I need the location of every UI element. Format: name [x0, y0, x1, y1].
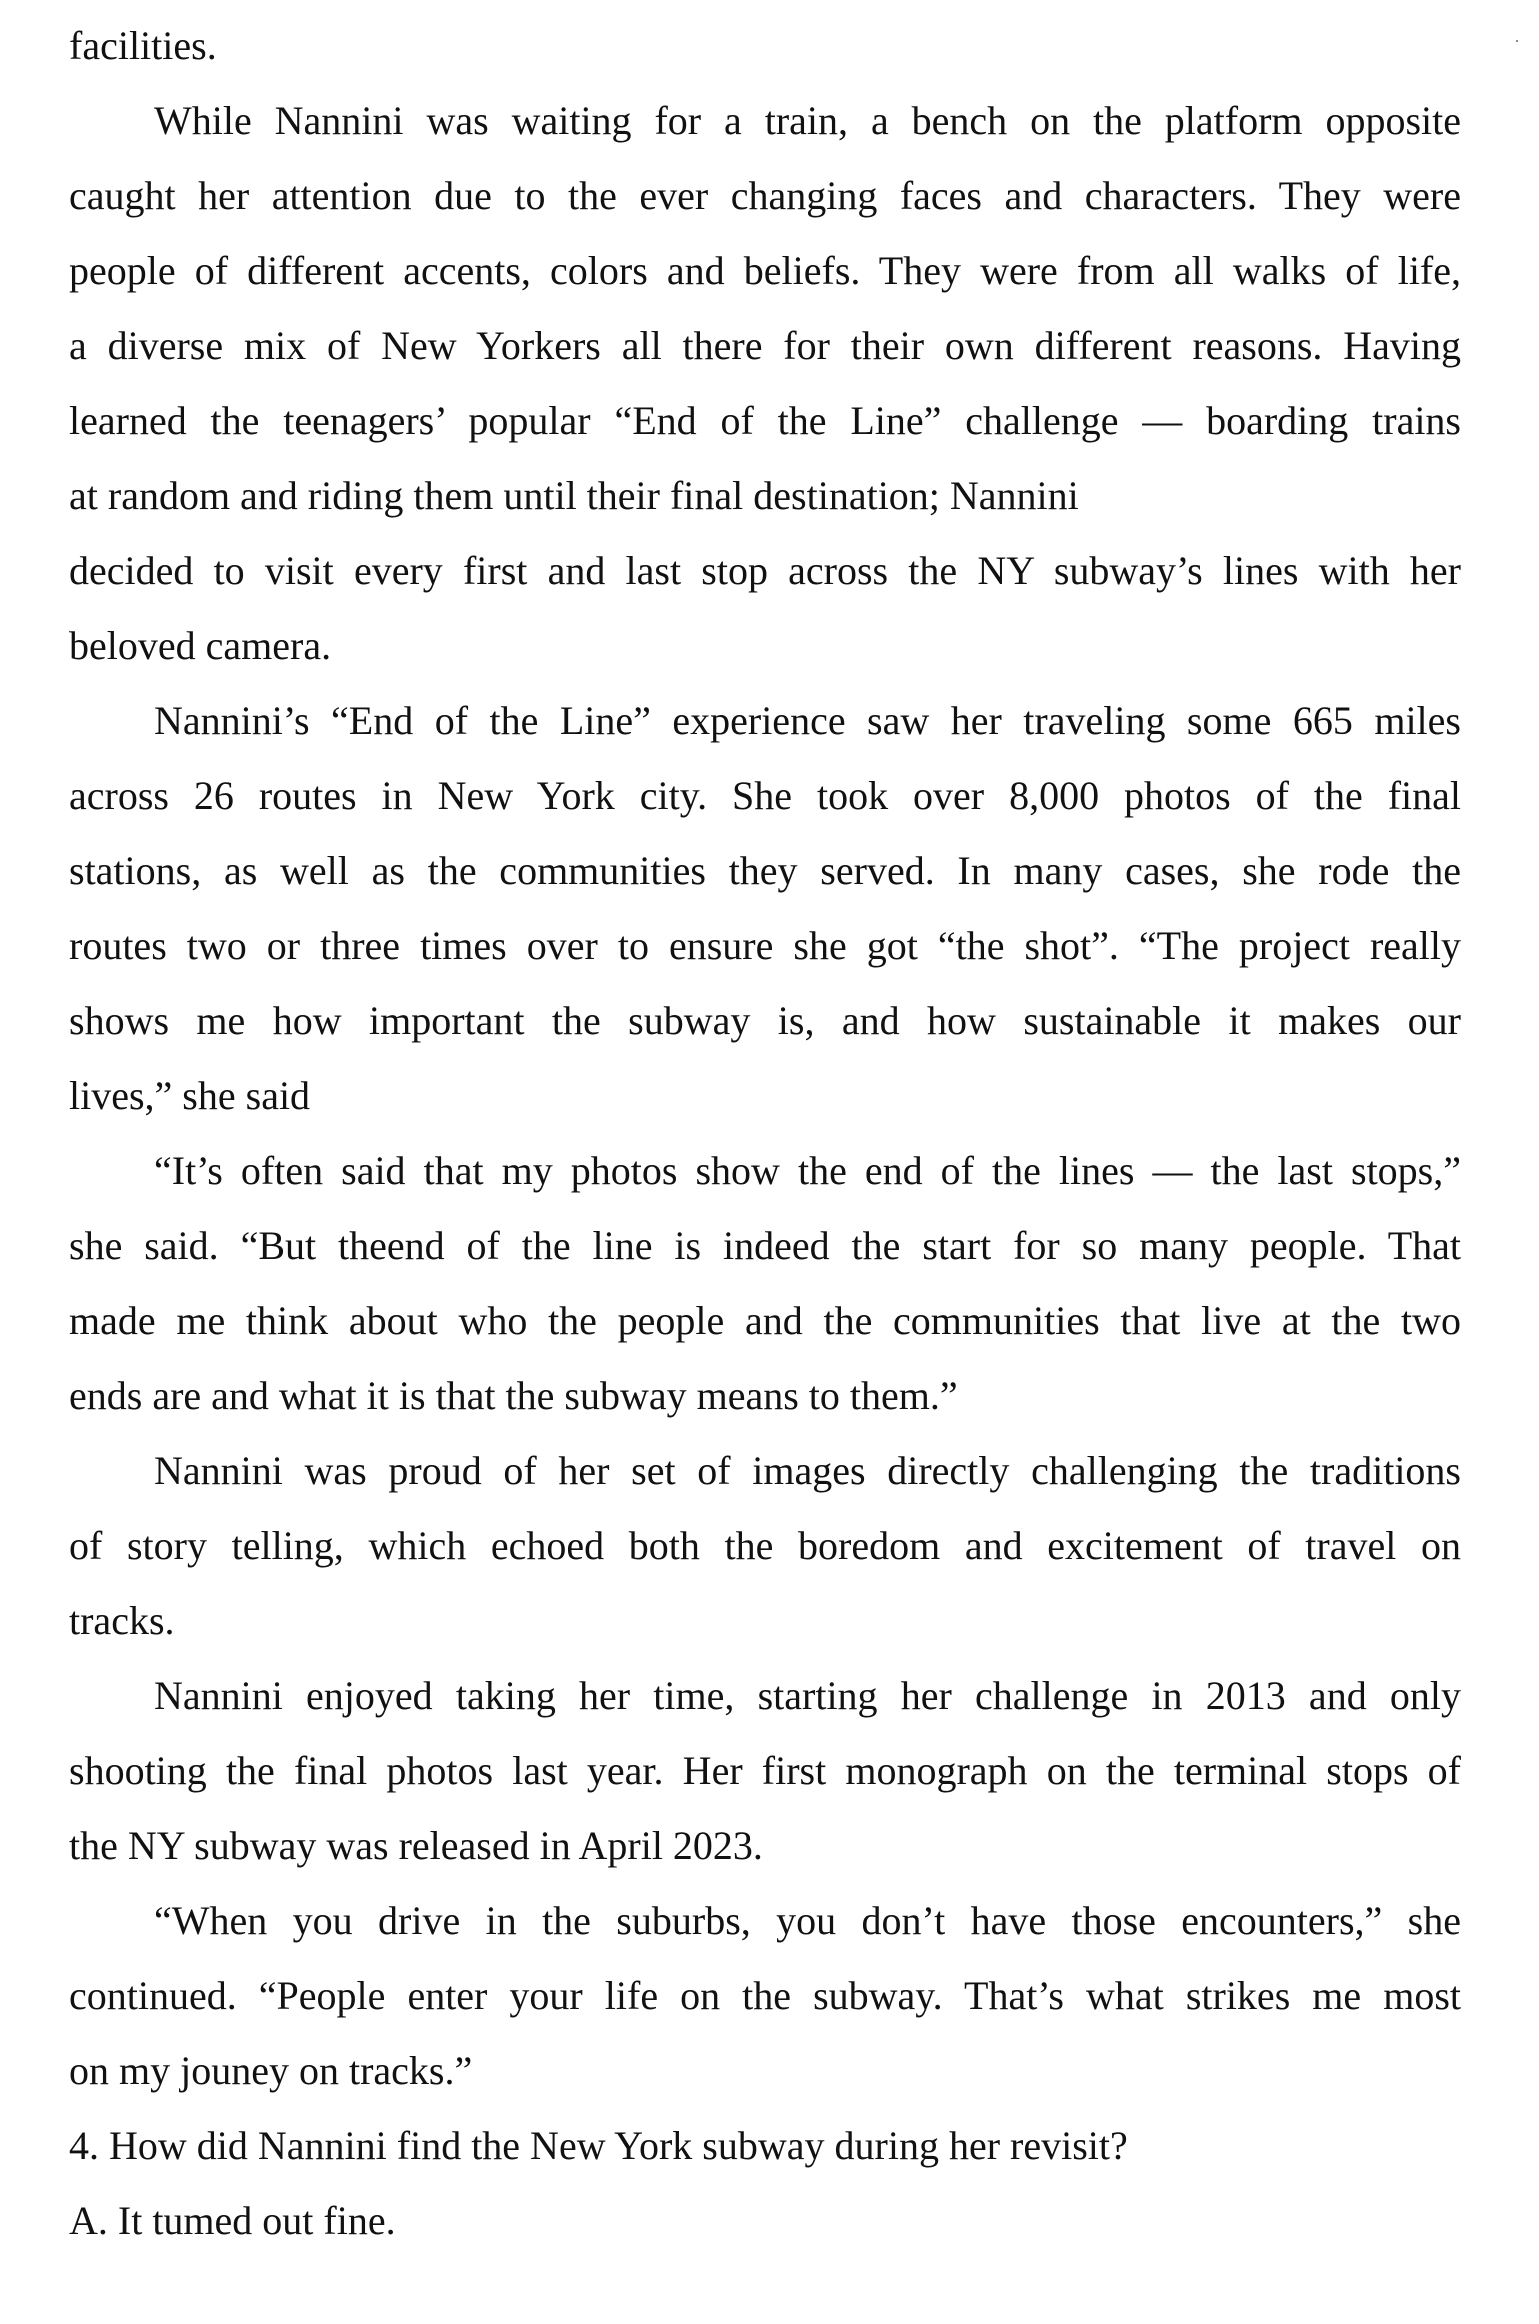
passage-line: people of different accents, colors and beliefs. They were from all walks of life,: [69, 248, 1461, 293]
passage-line: Nannini’s “End of the Line” experience saw her traveling some 665 miles: [154, 698, 1461, 743]
question-stem: 4. How did Nannini find the New York subway during her revisit?: [69, 2123, 1128, 2168]
passage-line: While Nannini was waiting for a train, a bench on the platform opposite: [154, 98, 1461, 143]
passage-line: Nannini was proud of her set of images directly challenging the traditions: [154, 1448, 1461, 1493]
passage-line: a diverse mix of New Yorkers all there for their own different reasons. Having: [69, 323, 1461, 368]
passage-line: tracks.: [69, 1598, 175, 1643]
passage-line: ends are and what it is that the subway means to them.”: [69, 1373, 958, 1418]
passage-line: made me think about who the people and the communities that live at the two: [69, 1298, 1461, 1343]
passage-line: Nannini enjoyed taking her time, starting her challenge in 2013 and only: [154, 1673, 1461, 1718]
passage-line: on my jouney on tracks.”: [69, 2048, 473, 2093]
passage-line: facilities.: [69, 23, 217, 68]
passage-line: stations, as well as the communities they served. In many cases, she rode the: [69, 848, 1461, 893]
passage-line: continued. “People enter your life on the subway. That’s what strikes me most: [69, 1973, 1461, 2018]
passage-line: decided to visit every first and last stop across the NY subway’s lines with her: [69, 548, 1461, 593]
scan-speck: [1516, 40, 1518, 42]
passage-line: at random and riding them until their final destination; Nannini: [69, 473, 1079, 518]
passage-line: she said. “But theend of the line is indeed the start for so many people. That: [69, 1223, 1461, 1268]
passage-line: “When you drive in the suburbs, you don’t have those encounters,” she: [154, 1898, 1461, 1943]
passage-line: across 26 routes in New York city. She took over 8,000 photos of the final: [69, 773, 1461, 818]
passage-line: of story telling, which echoed both the boredom and excitement of travel on: [69, 1523, 1461, 1568]
passage-line: caught her attention due to the ever changing faces and characters. They were: [69, 173, 1461, 218]
passage-line: learned the teenagers’ popular “End of the Line” challenge — boarding trains: [69, 398, 1461, 443]
answer-option-a: A. It tumed out fine.: [69, 2198, 396, 2243]
passage-line: shows me how important the subway is, and how sustainable it makes our: [69, 998, 1461, 1043]
passage-line: the NY subway was released in April 2023.: [69, 1823, 763, 1868]
passage-line: routes two or three times over to ensure she got “the shot”. “The project really: [69, 923, 1461, 968]
passage-text: [69, 8, 1461, 2258]
passage-line: shooting the final photos last year. Her first monograph on the terminal stops of: [69, 1748, 1461, 1793]
passage-line: lives,” she said: [69, 1073, 311, 1118]
passage-line: “It’s often said that my photos show the end of the lines — the last stops,”: [154, 1148, 1461, 1193]
passage-line: beloved camera.: [69, 623, 332, 668]
